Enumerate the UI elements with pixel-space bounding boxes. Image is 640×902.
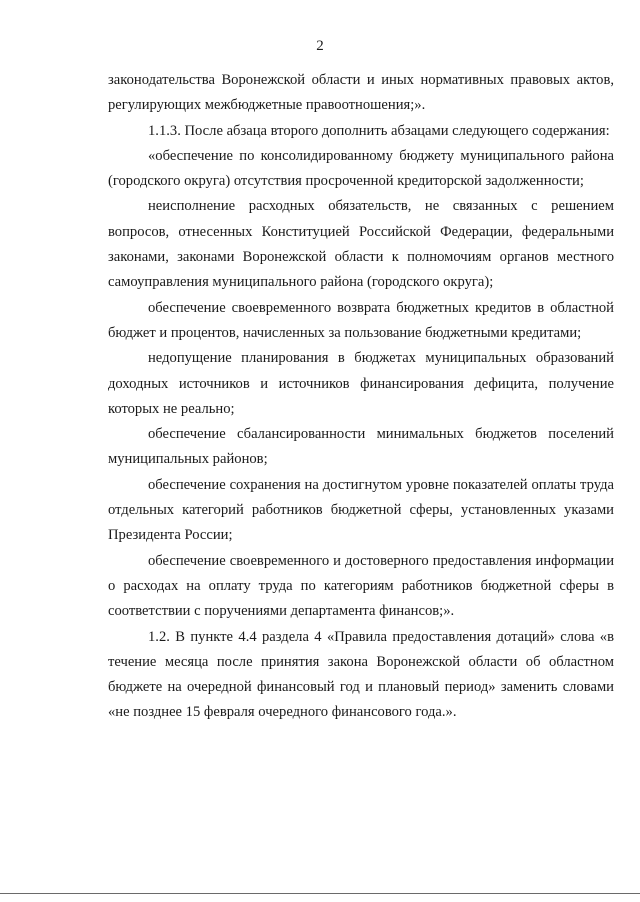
paragraph-1-1-3: 1.1.3. После абзаца второго дополнить абзацами следующего содержания: xyxy=(148,122,610,139)
scan-edge-line xyxy=(0,893,640,894)
paragraph-expenditure-obligations: неисполнение расходных обязательств, не связанных с решением вопросов, отнесенных Конституцией Российской Федерации, федеральными законами, законами Воронежской области к полномочиям органов местного самоуправления муниципального района (городского округа); xyxy=(108,198,614,291)
paragraph-balanced-budgets: обеспечение сбалансированности минимальных бюджетов поселений муниципальных районов; xyxy=(108,426,614,468)
paragraph-1-2: 1.2. В пункте 4.4 раздела 4 «Правила предоставления дотаций» слова «в течение месяца после принятия закона Воронежской области об областном бюджете на очередной финансовый год и плановый период» заменить словами «не позднее 15 февраля очередного финансового года.». xyxy=(108,628,614,721)
paragraph-wage-levels: обеспечение сохранения на достигнутом уровне показателей оплаты труда отдельных категорий работников бюджетной сферы, установленных указами Президента России; xyxy=(108,476,614,544)
document-body xyxy=(108,68,614,726)
paragraph-budget-credits: обеспечение своевременного возврата бюджетных кредитов в областной бюджет и процентов, начисленных за пользование бюджетными кредитами; xyxy=(108,299,614,341)
paragraph-consolidated-budget: «обеспечение по консолидированному бюджету муниципального района (городского округа) отсутствия просроченной кредиторской задолженности; xyxy=(108,147,614,190)
paragraph-revenue-planning: недопущение планирования в бюджетах муниципальных образований доходных источников и источников финансирования дефицита, получение которых не реально; xyxy=(108,350,614,417)
page-number: 2 xyxy=(316,38,324,54)
paragraph-wage-information: обеспечение своевременного и достоверного предоставления информации о расходах на оплату труда по категориям работников бюджетной сферы в соответствии с поручениями департамента финансов;». xyxy=(108,552,614,620)
paragraph-continuation: законодательства Воронежской области и иных нормативных правовых актов, регулирующих межбюджетные правоотношения;». xyxy=(108,72,614,114)
